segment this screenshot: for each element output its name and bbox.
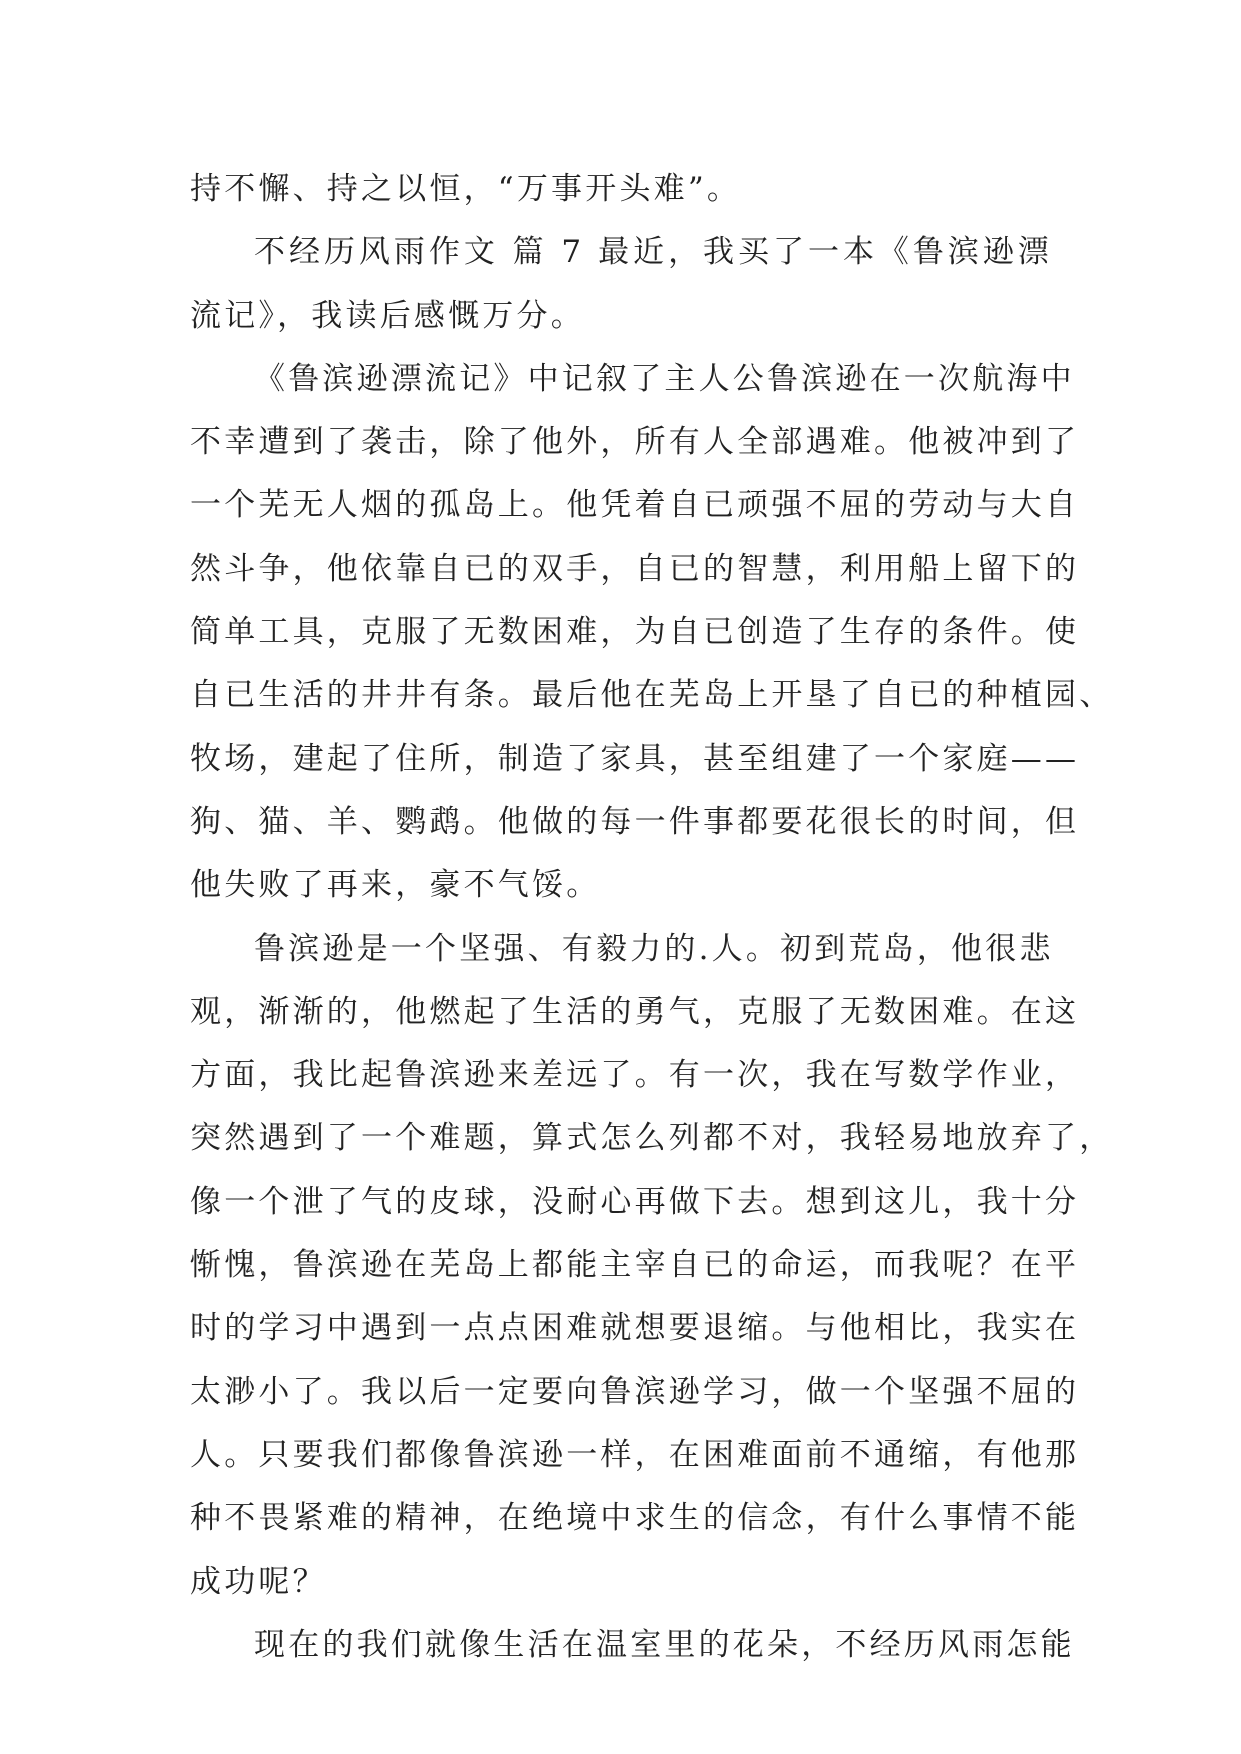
text-line: 持不懈、持之以恒，“万事开头难”。 [190, 171, 742, 207]
text-line: 时的学习中遇到一点点困难就想要退缩。与他相比，我实在 [190, 1310, 1080, 1347]
text-line: 流记》，我读后感慨万分。 [190, 297, 585, 334]
text-line: 一个芜无人烟的孤岛上。他凭着自已顽强不屈的劳动与大自 [190, 487, 1080, 524]
text-line: 种不畏紧难的精神，在绝境中求生的信念，有什么事情不能 [190, 1500, 1080, 1537]
text-line: 然斗争，他依靠自已的双手，自已的智慧，利用船上留下的 [190, 550, 1080, 587]
text-line: 自已生活的井井有条。最后他在芜岛上开垦了自已的种植园、 [190, 677, 1114, 714]
text-line: 现在的我们就像生活在温室里的花朵，不经历风雨怎能 [254, 1626, 1075, 1663]
text-line: 像一个泄了气的皮球，没耐心再做下去。想到这儿，我十分 [190, 1183, 1080, 1220]
text-line: 鲁滨逊是一个坚强、有毅力的.人。初到荒岛，他很悲 [254, 930, 1054, 967]
text-line: 观，渐渐的，他燃起了生活的勇气，克服了无数困难。在这 [190, 993, 1080, 1030]
text-line: 他失败了再来，豪不气馁。 [190, 867, 601, 904]
text-line: 人。只要我们都像鲁滨逊一样，在困难面前不通缩，有他那 [190, 1436, 1080, 1473]
text-line: 《鲁滨逊漂流记》中记叙了主人公鲁滨逊在一次航海中 [254, 360, 1075, 397]
text-line: 惭愧，鲁滨逊在芜岛上都能主宰自已的命运，而我呢？在平 [190, 1247, 1080, 1284]
text-line: 太渺小了。我以后一定要向鲁滨逊学习，做一个坚强不屈的 [190, 1373, 1080, 1410]
text-line: 牧场，建起了住所，制造了家具，甚至组建了一个家庭—— [190, 740, 1080, 777]
text-line: 狗、猫、羊、鹦鹉。他做的每一件事都要花很长的时间，但 [190, 803, 1080, 840]
text-line: 方面，我比起鲁滨逊来差远了。有一次，我在写数学作业， [190, 1057, 1080, 1094]
body-text [190, 158, 1114, 1677]
text-line: 不经历风雨作文 篇 7 最近，我买了一本《鲁滨逊漂 [254, 234, 1052, 271]
text-line: 不幸遭到了袭击，除了他外，所有人全部遇难。他被冲到了 [190, 424, 1080, 461]
text-line: 简单工具，克服了无数困难，为自已创造了生存的条件。使 [190, 614, 1080, 651]
text-line: 成功呢？ [190, 1563, 327, 1600]
text-line: 突然遇到了一个难题，算式怎么列都不对，我轻易地放弃了， [190, 1120, 1114, 1157]
